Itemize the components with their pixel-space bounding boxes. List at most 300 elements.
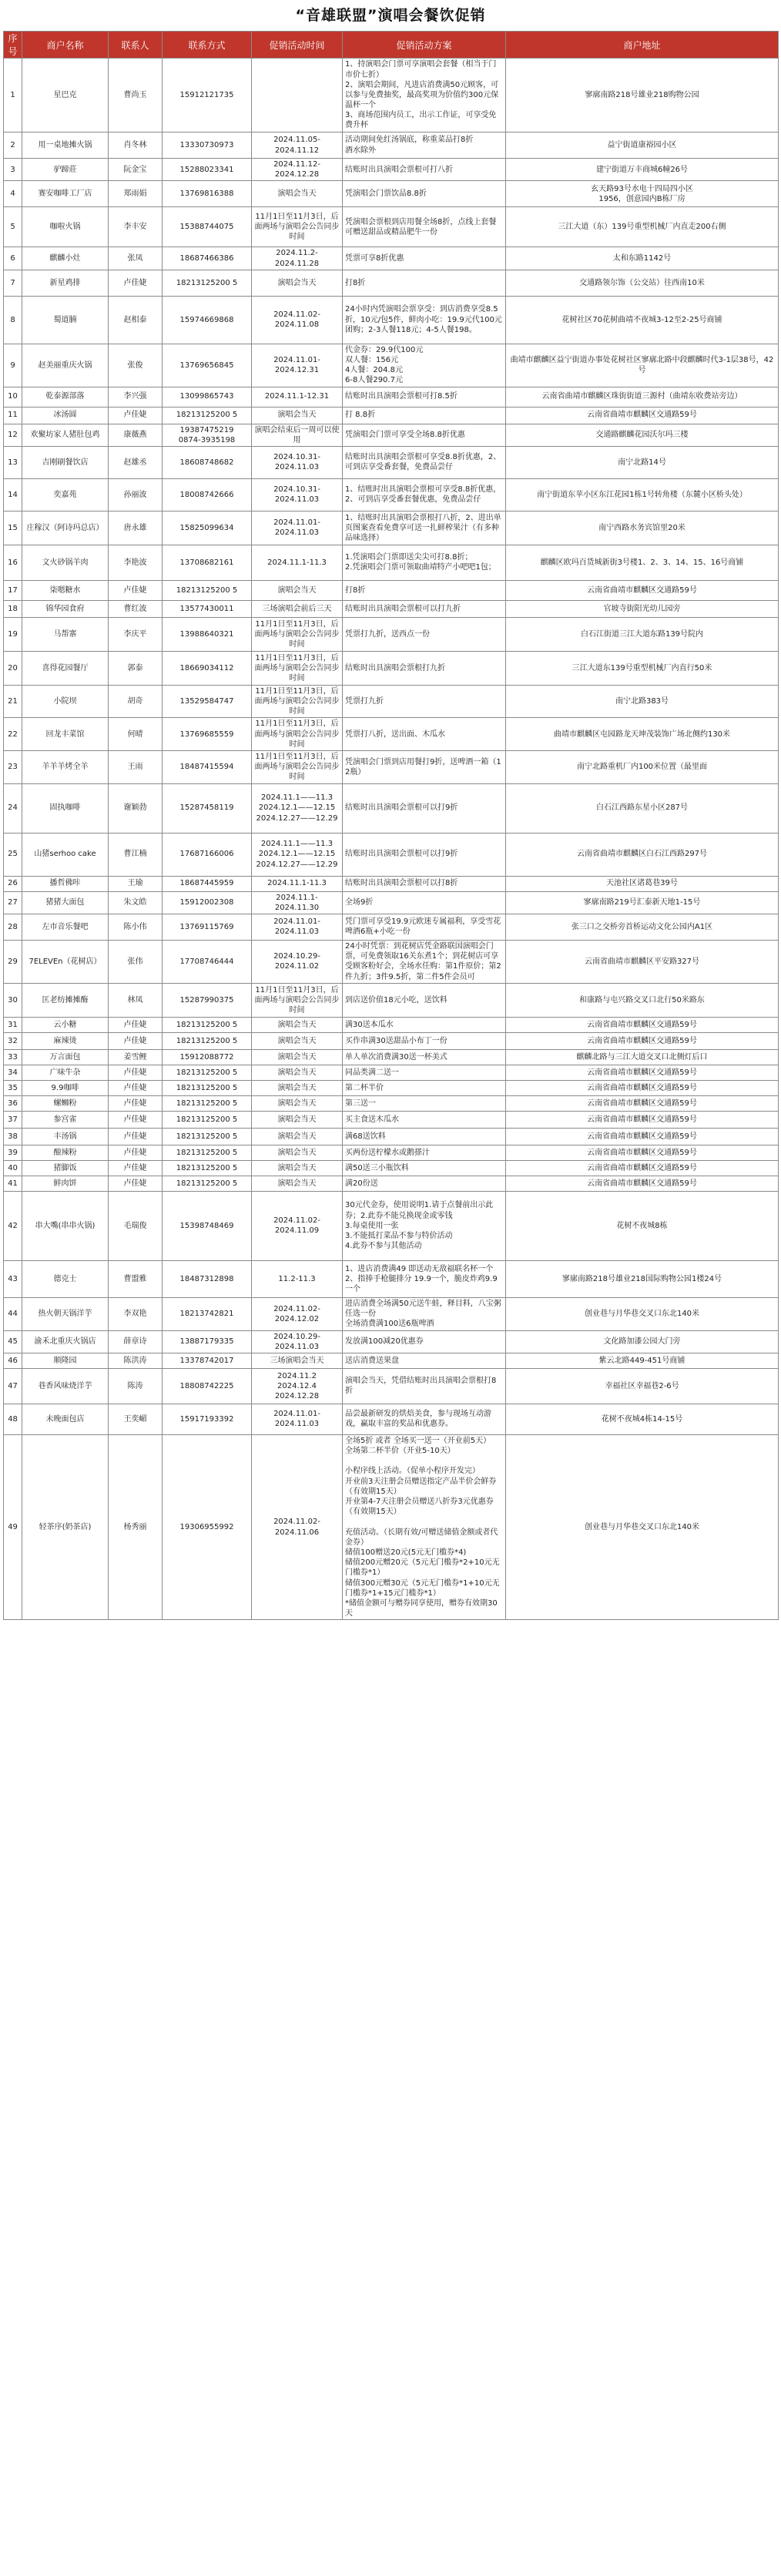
promo-plan: 30元代金券，使用说明1.请于点餐前出示此券；2.此券不能兑换现金或零钱 3.每桌使用一张 3.不能抵打菜品不参与特价活动 4.此券不参与其他活动 <box>343 1191 506 1260</box>
row-number: 36 <box>4 1095 22 1111</box>
merchant-address: 太和东路1142号 <box>506 247 779 270</box>
promo-time: 2024.11.02- 2024.11.09 <box>252 1191 343 1260</box>
row-number: 7 <box>4 270 22 296</box>
row-number: 44 <box>4 1297 22 1330</box>
contact-phone: 13099865743 <box>163 387 252 407</box>
promo-time <box>252 59 343 132</box>
row-number: 45 <box>4 1330 22 1353</box>
promo-time: 11.2-11.3 <box>252 1260 343 1297</box>
contact-person: 卢佳婕 <box>109 1145 163 1160</box>
merchant-address: 麒麟北路与三江大道交叉口北侧灯后口 <box>506 1049 779 1065</box>
table-row <box>4 876 779 891</box>
contact-person: 李庆平 <box>109 617 163 651</box>
contact-phone: 18213125200 5 <box>163 1017 252 1032</box>
header-no: 序号 <box>4 32 22 59</box>
table-row <box>4 1032 779 1049</box>
contact-person: 姜雪鲤 <box>109 1049 163 1065</box>
contact-person: 毛瑞俊 <box>109 1191 163 1260</box>
promo-time: 演唱会当天 <box>252 1065 343 1080</box>
contact-person: 杨秀丽 <box>109 1434 163 1619</box>
row-number: 1 <box>4 59 22 132</box>
promo-time: 演唱会当天 <box>252 1095 343 1111</box>
row-number: 27 <box>4 891 22 914</box>
header-phone: 联系方式 <box>163 32 252 59</box>
row-number: 19 <box>4 617 22 651</box>
contact-phone: 18213125200 5 <box>163 1145 252 1160</box>
promo-time: 2024.11.02- 2024.12.02 <box>252 1297 343 1330</box>
row-number: 8 <box>4 296 22 344</box>
promo-time: 2024.11.2- 2024.11.28 <box>252 247 343 270</box>
promo-plan: 结账时出具演唱会票根可以打9折 <box>343 783 506 833</box>
merchant-address: 云南省曲靖市麒麟区交通路59号 <box>506 407 779 424</box>
merchant-name: 播哲佛咔 <box>22 876 109 891</box>
promo-time: 11月1日至11月3日，后面两场与演唱会公告同步时间 <box>252 983 343 1017</box>
promo-time: 2024.11.02- 2024.11.08 <box>252 296 343 344</box>
row-number: 15 <box>4 511 22 545</box>
promo-time: 2024.10.29- 2024.11.02 <box>252 940 343 983</box>
merchant-address: 云南省曲靖市麒麟区交通路59号 <box>506 1111 779 1128</box>
row-number: 30 <box>4 983 22 1017</box>
contact-person: 卢佳婕 <box>109 1095 163 1111</box>
contact-person: 卢佳婕 <box>109 270 163 296</box>
contact-person: 孙丽波 <box>109 478 163 511</box>
row-number: 48 <box>4 1404 22 1434</box>
merchant-name: 串大嘴(串串火锅) <box>22 1191 109 1260</box>
row-number: 43 <box>4 1260 22 1297</box>
row-number: 4 <box>4 181 22 207</box>
header-time: 促销活动时间 <box>252 32 343 59</box>
promo-plan: 到店送价值18元小吃，送饮料 <box>343 983 506 1017</box>
promo-plan: 凭票可享8折优惠 <box>343 247 506 270</box>
merchant-name: 乾泰源部落 <box>22 387 109 407</box>
contact-phone: 18808742225 <box>163 1368 252 1404</box>
contact-phone: 18213125200 5 <box>163 1160 252 1176</box>
promo-plan: 单人单次消费满30送一杯美式 <box>343 1049 506 1065</box>
merchant-address: 寥廓南路218号雄业218购物公园 <box>506 59 779 132</box>
merchant-name: 庄稼汉（阿诗玛总店） <box>22 511 109 545</box>
promo-time: 2024.11.1-11.3 <box>252 545 343 580</box>
promo-table <box>3 31 779 1620</box>
table-row <box>4 296 779 344</box>
contact-phone: 19306955992 <box>163 1434 252 1619</box>
promo-time: 演唱会当天 <box>252 1176 343 1191</box>
merchant-name: 驴蹄莊 <box>22 159 109 181</box>
merchant-name: 奕嘉苑 <box>22 478 109 511</box>
contact-person: 郑雨娟 <box>109 181 163 207</box>
merchant-address: 创业巷与月华巷交叉口东北140米 <box>506 1434 779 1619</box>
table-row <box>4 478 779 511</box>
promo-time: 11月1日至11月3日，后面两场与演唱会公告同步时间 <box>252 207 343 247</box>
table-row <box>4 344 779 387</box>
row-number: 5 <box>4 207 22 247</box>
promo-plan: 满20份送 <box>343 1176 506 1191</box>
contact-phone: 15912088772 <box>163 1049 252 1065</box>
promo-time: 三场演唱会前后三天 <box>252 600 343 617</box>
promo-time: 2024.10.29- 2024.11.03 <box>252 1330 343 1353</box>
contact-person: 曹江楠 <box>109 833 163 876</box>
promo-time: 演唱会当天 <box>252 1145 343 1160</box>
contact-phone: 15974669868 <box>163 296 252 344</box>
contact-person: 朱文皓 <box>109 891 163 914</box>
merchant-address: 天池社区诸葛巷39号 <box>506 876 779 891</box>
table-row <box>4 132 779 159</box>
promo-plan: 凭演唱会门票可享受全场8.8折优惠 <box>343 424 506 446</box>
contact-person: 赵雄丞 <box>109 446 163 478</box>
contact-person: 王奕嵋 <box>109 1404 163 1434</box>
contact-phone: 15825099634 <box>163 511 252 545</box>
merchant-address: 白石江西路东星小区287号 <box>506 783 779 833</box>
contact-person: 阮金宝 <box>109 159 163 181</box>
promo-time: 演唱会结束后一周可以使用 <box>252 424 343 446</box>
contact-phone: 17708746444 <box>163 940 252 983</box>
merchant-name: 匡老纺摊摊酶 <box>22 983 109 1017</box>
promo-plan: 品尝最新研发的烘焙美食，参与现场互动游戏，赢取丰富的奖品和优惠券。 <box>343 1404 506 1434</box>
merchant-name: 顺隆园 <box>22 1353 109 1368</box>
merchant-address: 云南省曲靖市麒麟区交通路59号 <box>506 1160 779 1176</box>
merchant-address: 云南省曲靖市麒麟区平安路327号 <box>506 940 779 983</box>
promo-plan: 结账时出具演唱会票根打九折 <box>343 651 506 685</box>
merchant-name: 蜀道腩 <box>22 296 109 344</box>
contact-phone: 18669034112 <box>163 651 252 685</box>
merchant-name: 星巴克 <box>22 59 109 132</box>
row-number: 6 <box>4 247 22 270</box>
promo-plan: 结账时出具演唱会票根可以打9折 <box>343 833 506 876</box>
merchant-address: 寥廓南路218号雄业218国际购物公园1楼24号 <box>506 1260 779 1297</box>
promo-time: 11月1日至11月3日，后面两场与演唱会公告同步时间 <box>252 651 343 685</box>
promo-plan: 买作串满30送甜品小布丁一份 <box>343 1032 506 1049</box>
merchant-address: 益宁街道康裕园小区 <box>506 132 779 159</box>
merchant-name: 9.9咖啡 <box>22 1080 109 1095</box>
table-row <box>4 1368 779 1404</box>
row-number: 12 <box>4 424 22 446</box>
merchant-name: 螺蛳粉 <box>22 1095 109 1111</box>
contact-person: 康薇燕 <box>109 424 163 446</box>
table-row <box>4 1297 779 1330</box>
promo-plan: 满50送三小瓶饮料 <box>343 1160 506 1176</box>
merchant-name: 欢聚坊家人猪肚包鸡 <box>22 424 109 446</box>
contact-phone: 15287990375 <box>163 983 252 1017</box>
contact-phone: 13769685559 <box>163 718 252 751</box>
merchant-name: 固执咖啡 <box>22 783 109 833</box>
table-row <box>4 387 779 407</box>
merchant-name: 未晚面包店 <box>22 1404 109 1434</box>
contact-person: 陈涛 <box>109 1368 163 1404</box>
merchant-name: 柒嗯糖水 <box>22 580 109 600</box>
contact-person: 卢佳婕 <box>109 1128 163 1145</box>
promo-time: 2024.10.31- 2024.11.03 <box>252 446 343 478</box>
promo-plan: 24小时凭票：到花树店凭金路联国演唱会门票，可免费领取16关东煮1个；到花树店可享受顾客粉好会，全场水任购：第1件原价；第2件九折；3件9.5折，第二件5件会员可 <box>343 940 506 983</box>
table-row <box>4 424 779 446</box>
table-row <box>4 1049 779 1065</box>
row-number: 35 <box>4 1080 22 1095</box>
merchant-name: 锦华园食府 <box>22 600 109 617</box>
contact-person: 卢佳婕 <box>109 1017 163 1032</box>
contact-phone: 15398748469 <box>163 1191 252 1260</box>
merchant-address: 张三口之交桥旁首桥运动文化公园内A1区 <box>506 914 779 940</box>
promo-time: 2024.11.2 2024.12.4 2024.12.28 <box>252 1368 343 1404</box>
row-number: 20 <box>4 651 22 685</box>
promo-plan: 1、持演唱会门票可享演唱会套餐（相当于门市价七折） 2、演唱会期间，凡进店消费满50元顾客，可以参与免费抽奖，最高奖项为价值约300元保温杯一个 3、商场范围内员工，出示工作证，可享受免费升杯 <box>343 59 506 132</box>
table-row <box>4 1260 779 1297</box>
contact-phone: 15917193392 <box>163 1404 252 1434</box>
promo-time: 演唱会当天 <box>252 580 343 600</box>
contact-person: 张伟 <box>109 940 163 983</box>
merchant-address: 曲靖市麒麟区屯园路龙天坤茂装饰广场北侧约130米 <box>506 718 779 751</box>
contact-phone: 18213125200 5 <box>163 1080 252 1095</box>
contact-phone: 13577430011 <box>163 600 252 617</box>
merchant-address: 玄天路93号水电十四局四小区 1956，创意园内B栋厂房 <box>506 181 779 207</box>
contact-person: 卢佳婕 <box>109 1080 163 1095</box>
merchant-name: 小院坝 <box>22 685 109 718</box>
contact-person: 林凤 <box>109 983 163 1017</box>
row-number: 40 <box>4 1160 22 1176</box>
promo-plan: 买两份送柠檬水或鹅搽汁 <box>343 1145 506 1160</box>
contact-phone: 18687466386 <box>163 247 252 270</box>
contact-person: 李兴强 <box>109 387 163 407</box>
promo-plan: 结账时出具演唱会票根可以打8折 <box>343 876 506 891</box>
contact-phone: 13529584747 <box>163 685 252 718</box>
row-number: 38 <box>4 1128 22 1145</box>
table-row <box>4 1160 779 1176</box>
merchant-address: 三江大道东139号重型机械厂内直行50米 <box>506 651 779 685</box>
merchant-address: 南宁西路水务宾馆里20米 <box>506 511 779 545</box>
contact-phone: 18487415594 <box>163 751 252 784</box>
merchant-name: 山猪serhoo cake <box>22 833 109 876</box>
contact-phone: 13769115769 <box>163 914 252 940</box>
table-row <box>4 1191 779 1260</box>
table-row <box>4 159 779 181</box>
merchant-name: 喜得花园餐厅 <box>22 651 109 685</box>
row-number: 23 <box>4 751 22 784</box>
header-address: 商户地址 <box>506 32 779 59</box>
promo-time: 2024.11.01- 2024.12.31 <box>252 344 343 387</box>
contact-person: 曹红波 <box>109 600 163 617</box>
merchant-address: 云南省曲靖市麒麟区交通路59号 <box>506 1128 779 1145</box>
contact-phone: 15287458119 <box>163 783 252 833</box>
contact-phone: 18213125200 5 <box>163 1095 252 1111</box>
merchant-address: 紫云北路449-451号商铺 <box>506 1353 779 1368</box>
merchant-name: 广味牛杂 <box>22 1065 109 1080</box>
merchant-name: 羊羊羊烤全羊 <box>22 751 109 784</box>
contact-person: 李双艳 <box>109 1297 163 1330</box>
contact-person: 卢佳婕 <box>109 580 163 600</box>
merchant-address: 交通路麒麟花园沃尔玛三楼 <box>506 424 779 446</box>
merchant-address: 南宁北路383号 <box>506 685 779 718</box>
promo-time: 2024.11.1- 2024.11.30 <box>252 891 343 914</box>
row-number: 13 <box>4 446 22 478</box>
promo-time: 11月1日至11月3日，后面两场与演唱会公告同步时间 <box>252 751 343 784</box>
promo-plan: 结账时出具演唱会票根可打八折 <box>343 159 506 181</box>
merchant-name: 万言面包 <box>22 1049 109 1065</box>
merchant-address: 云南省曲靖市麒麟区交通路59号 <box>506 1017 779 1032</box>
table-row <box>4 751 779 784</box>
merchant-name: 猪猪大面包 <box>22 891 109 914</box>
table-row <box>4 983 779 1017</box>
contact-person: 赵相泰 <box>109 296 163 344</box>
contact-person: 卢佳婕 <box>109 1176 163 1191</box>
merchant-address: 云南省曲靖市麒麟区交通路59号 <box>506 1065 779 1080</box>
contact-phone: 19387475219 0874-3935198 <box>163 424 252 446</box>
merchant-name: 赛安咖啡工厂店 <box>22 181 109 207</box>
contact-phone: 18213125200 5 <box>163 1128 252 1145</box>
promo-time: 11月1日至11月3日，后面两场与演唱会公告同步时间 <box>252 685 343 718</box>
contact-phone: 13708682161 <box>163 545 252 580</box>
merchant-address: 南宁街道东苹小区东江花园1栋1号转角楼（东麓小区桥头处） <box>506 478 779 511</box>
contact-phone: 18213125200 5 <box>163 407 252 424</box>
row-number: 11 <box>4 407 22 424</box>
promo-time: 演唱会当天 <box>252 407 343 424</box>
table-row <box>4 1176 779 1191</box>
row-number: 28 <box>4 914 22 940</box>
merchant-address: 云南省曲靖市麒麟区交通路59号 <box>506 1080 779 1095</box>
merchant-name: 热火朝天锅洋芋 <box>22 1297 109 1330</box>
promo-time: 2024.11.01- 2024.11.03 <box>252 1404 343 1434</box>
table-row <box>4 651 779 685</box>
contact-person: 曹盟雅 <box>109 1260 163 1297</box>
contact-phone: 18213125200 5 <box>163 270 252 296</box>
promo-time: 2024.11.12- 2024.12.28 <box>252 159 343 181</box>
merchant-name: 猪脚饭 <box>22 1160 109 1176</box>
merchant-name: 轻茶序(奶茶店) <box>22 1434 109 1619</box>
merchant-address: 三江大道（东）139号重型机械厂内直走200右侧 <box>506 207 779 247</box>
table-row <box>4 1080 779 1095</box>
row-number: 26 <box>4 876 22 891</box>
promo-time: 三场演唱会当天 <box>252 1353 343 1368</box>
merchant-name: 冰汤圆 <box>22 407 109 424</box>
table-row <box>4 59 779 132</box>
contact-phone: 18608748682 <box>163 446 252 478</box>
contact-person: 卢佳婕 <box>109 1032 163 1049</box>
contact-person: 王瑜 <box>109 876 163 891</box>
row-number: 32 <box>4 1032 22 1049</box>
table-row <box>4 833 779 876</box>
contact-phone: 15912121735 <box>163 59 252 132</box>
contact-person: 唐永雄 <box>109 511 163 545</box>
promo-time: 2024.11.05- 2024.11.12 <box>252 132 343 159</box>
merchant-name: 酿辣粉 <box>22 1145 109 1160</box>
merchant-address: 云南省曲靖市麒麟区交通路59号 <box>506 1145 779 1160</box>
table-row <box>4 1065 779 1080</box>
contact-person: 王雨 <box>109 751 163 784</box>
contact-phone: 15912002308 <box>163 891 252 914</box>
merchant-name: 麒麟小灶 <box>22 247 109 270</box>
contact-phone: 13769816388 <box>163 181 252 207</box>
row-number: 47 <box>4 1368 22 1404</box>
promo-time: 演唱会当天 <box>252 1128 343 1145</box>
merchant-address: 白石江街道三江大道东路139号院内 <box>506 617 779 651</box>
promo-plan: 凭票打九折，送西点一份 <box>343 617 506 651</box>
table-row <box>4 1145 779 1160</box>
merchant-name: 丰汤锅 <box>22 1128 109 1145</box>
table-row <box>4 247 779 270</box>
promo-plan: 1、结账时出具演唱会票根打八折，2、进出单页图案查看免费享可送一扎鲜榨果汁（有多种品味选择） <box>343 511 506 545</box>
promo-plan: 凭演唱会门票到店用餐打9折，送啤酒一箱（12瓶） <box>343 751 506 784</box>
row-number: 3 <box>4 159 22 181</box>
header-plan: 促销活动方案 <box>343 32 506 59</box>
table-row <box>4 685 779 718</box>
header-name: 商户名称 <box>22 32 109 59</box>
row-number: 9 <box>4 344 22 387</box>
row-number: 29 <box>4 940 22 983</box>
row-number: 33 <box>4 1049 22 1065</box>
promo-plan: 第三送一 <box>343 1095 506 1111</box>
contact-person: 薛章诗 <box>109 1330 163 1353</box>
merchant-address: 寥廓南路219号汇泰新天地1-15号 <box>506 891 779 914</box>
row-number: 2 <box>4 132 22 159</box>
contact-person: 卢佳婕 <box>109 1111 163 1128</box>
promo-time: 2024.11.02- 2024.11.06 <box>252 1434 343 1619</box>
contact-phone: 18687445959 <box>163 876 252 891</box>
promo-plan: 1、结账时出具演唱会票根可享受8.8折优惠，2、可到店享受番套餐优惠，免费品尝仔 <box>343 478 506 511</box>
table-row <box>4 511 779 545</box>
merchant-address: 花树不夜城4栋14-15号 <box>506 1404 779 1434</box>
contact-person: 曹尚玉 <box>109 59 163 132</box>
promo-plan: 1.凭演唱会门票即送尖尖可打8.8折； 2.凭演唱会门票可领取曲靖特产小吧吧1包； <box>343 545 506 580</box>
table-row <box>4 1404 779 1434</box>
contact-phone: 18213125200 5 <box>163 1065 252 1080</box>
merchant-name: 麻辣烫 <box>22 1032 109 1049</box>
promo-plan: 买主食送木瓜水 <box>343 1111 506 1128</box>
row-number: 18 <box>4 600 22 617</box>
promo-plan: 发放满100减20优惠券 <box>343 1330 506 1353</box>
table-row <box>4 1353 779 1368</box>
promo-time: 2024.11.1-12.31 <box>252 387 343 407</box>
header-contact: 联系人 <box>109 32 163 59</box>
promo-plan: 凭门票可享受19.9元欧迷专属福利，享受雪花啤酒6瓶+小吃一份 <box>343 914 506 940</box>
promo-plan: 演唱会当天，凭借结账时出具演唱会票根打8折 <box>343 1368 506 1404</box>
table-row <box>4 1434 779 1619</box>
table-row <box>4 1111 779 1128</box>
merchant-name: 左市音乐餐吧 <box>22 914 109 940</box>
merchant-address: 麒麟区欧玛百货城新街3号楼1、2、3、14、15、16号商铺 <box>506 545 779 580</box>
contact-phone: 18213125200 5 <box>163 1032 252 1049</box>
promo-plan: 活动期间免红汤锅底，称重菜品打8折 酒水除外 <box>343 132 506 159</box>
merchant-address: 云南省曲靖市麒麟区白石江西路297号 <box>506 833 779 876</box>
contact-person: 陈小伟 <box>109 914 163 940</box>
promo-time: 演唱会当天 <box>252 1111 343 1128</box>
contact-person: 张俊 <box>109 344 163 387</box>
row-number: 22 <box>4 718 22 751</box>
row-number: 21 <box>4 685 22 718</box>
page <box>3 0 778 1620</box>
merchant-name: 云小糖 <box>22 1017 109 1032</box>
contact-person: 谢颖勃 <box>109 783 163 833</box>
row-number: 31 <box>4 1017 22 1032</box>
table-row <box>4 270 779 296</box>
promo-plan: 结账时出具演唱会票根可享受8.8折优惠，2、可到店享受番套餐，免费品尝仔 <box>343 446 506 478</box>
merchant-name: 回龙丰菜馆 <box>22 718 109 751</box>
table-row <box>4 446 779 478</box>
promo-time: 11月1日至11月3日，后面两场与演唱会公告同步时间 <box>252 617 343 651</box>
promo-plan: 全场9折 <box>343 891 506 914</box>
promo-plan: 代金券：29.9代100元 双人餐：156元 4人餐：204.8元 6-8人餐290.7元 <box>343 344 506 387</box>
table-body <box>4 59 779 1620</box>
merchant-address: 文化路加漆公园大门旁 <box>506 1330 779 1353</box>
row-number: 24 <box>4 783 22 833</box>
promo-plan: 凭演唱会门票饮品8.8折 <box>343 181 506 207</box>
contact-phone: 13330730973 <box>163 132 252 159</box>
table-row <box>4 891 779 914</box>
contact-phone: 13988640321 <box>163 617 252 651</box>
row-number: 16 <box>4 545 22 580</box>
merchant-address: 交通路领尔饰（公交站）往西南10米 <box>506 270 779 296</box>
promo-plan: 1、进店消费满49 即送动无敌福联名杯一个 2、指捧手枪腿排分 19.9一个，脆皮炸鸡9.9一个 <box>343 1260 506 1297</box>
contact-person: 卢佳婕 <box>109 407 163 424</box>
promo-plan: 打8折 <box>343 580 506 600</box>
contact-person: 卢佳婕 <box>109 1160 163 1176</box>
promo-time: 演唱会当天 <box>252 1049 343 1065</box>
row-number: 41 <box>4 1176 22 1191</box>
